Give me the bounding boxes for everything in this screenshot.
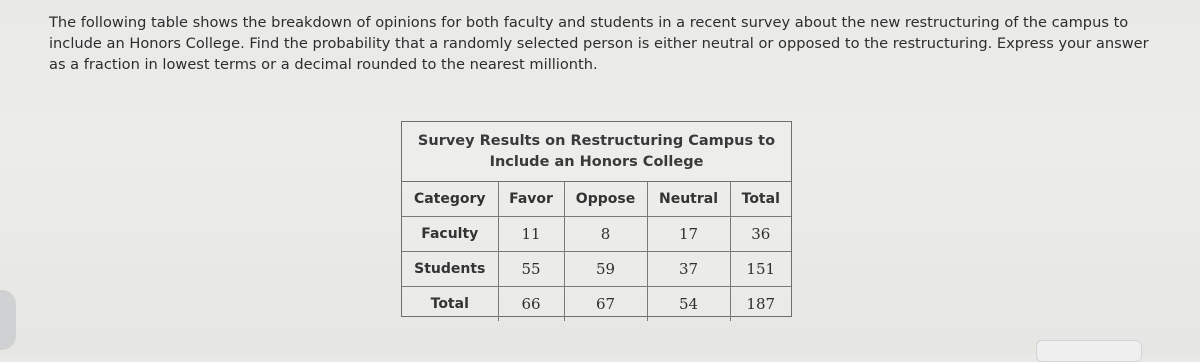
data-grid [402, 182, 791, 321]
cell-total-neutral: 54 [647, 287, 730, 322]
survey-table [401, 121, 792, 317]
cell-students-oppose: 59 [564, 252, 647, 287]
bottom-action-button[interactable] [1036, 340, 1142, 362]
row-label-students: Students [402, 252, 498, 287]
table-caption [402, 122, 791, 182]
problem-statement: The following table shows the breakdown of opinions for both faculty and students in a recent survey about the new restructuring of the campus to include an Honors College. Find the probability that a randomly selected person is either neutral or opposed to the restructuring. Express your answer as a fraction in lowest terms or a decimal rounded to the nearest millionth. [49, 14, 1149, 73]
cell-faculty-total: 36 [730, 217, 791, 252]
table-row [402, 287, 791, 322]
cell-faculty-favor: 11 [498, 217, 564, 252]
row-label-total: Total [402, 287, 498, 322]
table-title-line2: Include an Honors College [489, 154, 704, 170]
table-title-line1: Survey Results on Restructuring Campus to [417, 133, 776, 149]
table-row [402, 217, 791, 252]
cell-faculty-neutral: 17 [647, 217, 730, 252]
header-favor: Favor [498, 182, 564, 217]
cell-total-total: 187 [730, 287, 791, 322]
cell-students-total: 151 [730, 252, 791, 287]
header-oppose: Oppose [564, 182, 647, 217]
row-label-faculty: Faculty [402, 217, 498, 252]
side-panel-tab[interactable] [0, 290, 16, 350]
header-neutral: Neutral [647, 182, 730, 217]
cell-total-favor: 66 [498, 287, 564, 322]
cell-faculty-oppose: 8 [564, 217, 647, 252]
header-total: Total [730, 182, 791, 217]
cell-students-neutral: 37 [647, 252, 730, 287]
header-category: Category [402, 182, 498, 217]
table-row [402, 252, 791, 287]
cell-students-favor: 55 [498, 252, 564, 287]
header-row [402, 182, 791, 217]
cell-total-oppose: 67 [564, 287, 647, 322]
